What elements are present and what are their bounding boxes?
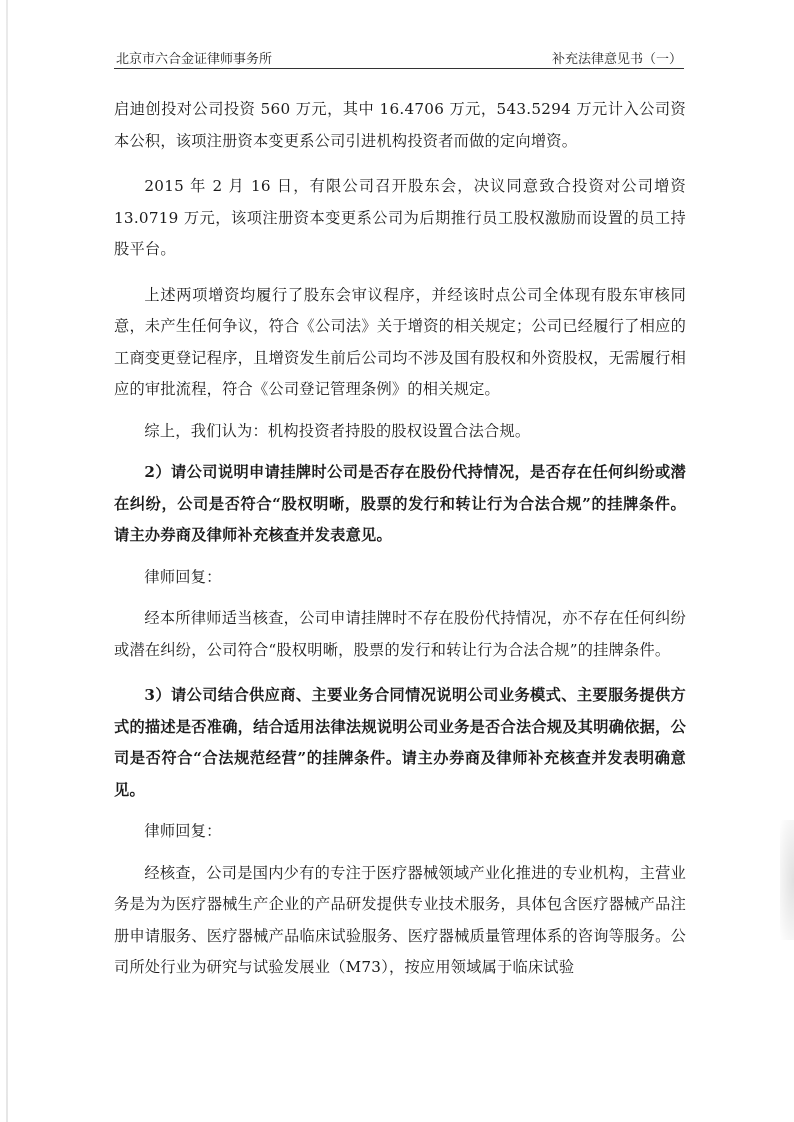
question-3: 3）请公司结合供应商、主要业务合同情况说明公司业务模式、主要服务提供方式的描述是否准确，结合适用法律法规说明公司业务是否合法合规及其明确依据，公司是否符合“合法规范经营”的挂牌条件。请主办券商及律师补充核查并发表明确意见。 (114, 686, 686, 799)
lawyer-reply-1: 经本所律师适当核查，公司申请挂牌时不存在股份代持情况，亦不存在任何纠纷或潜在纠纷，公司符合“股权明晰，股票的发行和转让行为合法合规”的挂牌条件。 (114, 609, 686, 659)
paragraph-approval-procedures: 上述两项增资均履行了股东会审议程序，并经该时点公司全体现有股东审核同意，未产生任何争议，符合《公司法》关于增资的相关规定；公司已经履行了相应的工商变更登记程序，且增资发生前后公司均不涉及国有股权和外资股权，无需履行相应的审批流程，符合《公司登记管理条例》的相关规定。 (114, 285, 686, 398)
lawyer-reply-2: 经核查，公司是国内少有的专注于医疗器械领域产业化推进的专业机构，主营业务是为为医疗器械生产企业的产品研发提供专业技术服务，具体包含医疗器械产品注册申请服务、医疗器械产品临床试验服务、医疗器械质量管理体系的咨询等服务。公司所处行业为研究与试验发展业（M73），按应用领域属于临床试验 (114, 863, 686, 976)
paragraph-capital-increase-zhihe: 2015 年 2 月 16 日，有限公司召开股东会，决议同意致合投资对公司增资 13.0719 万元，该项注册资本变更系公司为后期推行员工股权激励而设置的员工持股平台。 (114, 177, 692, 258)
page-crease (6, 0, 8, 1122)
lawyer-reply-label-1: 律师回复： (144, 567, 222, 586)
header-firm-name: 北京市六合金证律师事务所 (116, 52, 273, 67)
page-header (114, 42, 684, 69)
document-body (114, 94, 692, 984)
paragraph-conclusion: 综上，我们认为：机构投资者持股的股权设置合法合规。 (144, 421, 531, 440)
header-document-title: 补充法律意见书（一） (551, 52, 682, 67)
paragraph-capital-increase-qidi: 启迪创投对公司投资 560 万元，其中 16.4706 万元，543.5294 万元计入公司资本公积，该项注册资本变更系公司引进机构投资者而做的定向增资。 (114, 100, 686, 150)
lawyer-reply-label-2: 律师回复： (144, 822, 222, 840)
scan-smudge (780, 820, 794, 940)
question-2: 2）请公司说明申请挂牌时公司是否存在股份代持情况，是否存在任何纠纷或潜在纠纷，公司是否符合“股权明晰，股票的发行和转让行为合法合规”的挂牌条件。请主办券商及律师补充核查并发表意见。 (114, 463, 686, 544)
